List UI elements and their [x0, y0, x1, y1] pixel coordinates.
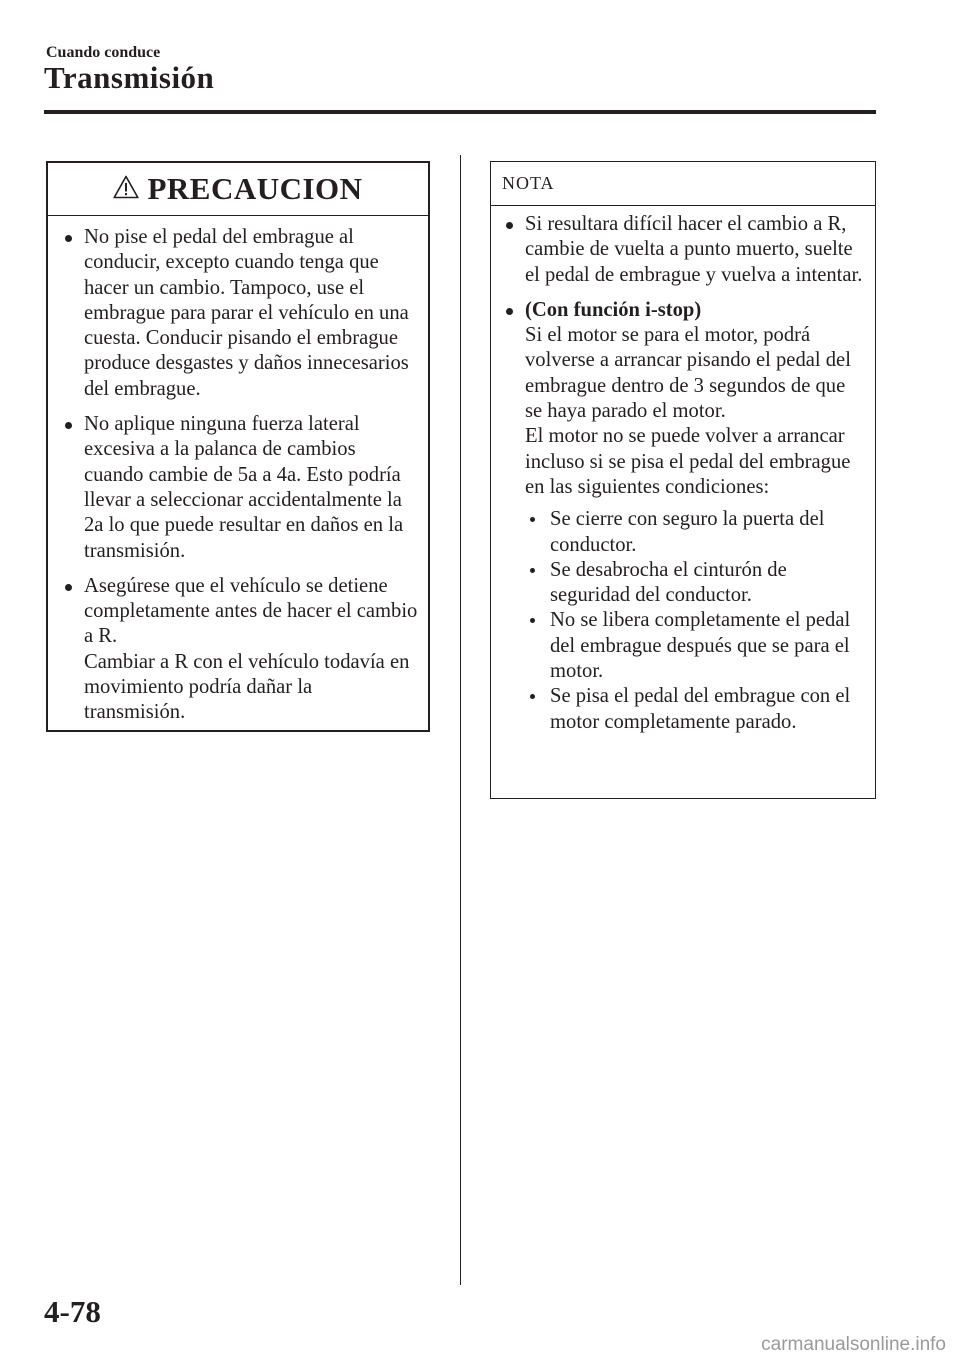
caution-item-text: No aplique ninguna fuerza lateral excesiva a la palanca de cambios cuando cambie de 5a a 4a. Esto podría llevar a seleccionar accidentalmente la 2a lo que puede resultar en daños en la transmisión. — [84, 413, 404, 562]
note-item-text: Si resultara difícil hacer el cambio a R, cambie de vuelta a punto muerto, suelte el pedal de embrague y vuelva a intentar. — [525, 213, 863, 286]
caution-item-text: No pise el pedal del embrague al conducir, excepto cuando tenga que hacer un cambio. Tampoco, use el embrague para parar el vehículo en una cuesta. Conducir pisando el embrague produce desgastes y daños innecesarios del embrague. — [84, 226, 409, 400]
column-divider — [460, 155, 461, 1285]
condition-item — [525, 684, 867, 735]
note-title: NOTA — [502, 173, 555, 193]
section-label: Cuando conduce — [46, 44, 161, 61]
condition-text: Se cierre con seguro la puerta del conductor. — [550, 508, 825, 556]
caution-item-text: Cambiar a R con el vehículo todavía en movimiento podría dañar la transmisión. — [84, 650, 410, 724]
small-bullet-icon — [530, 618, 535, 623]
condition-item — [525, 558, 867, 609]
condition-list — [525, 507, 867, 735]
note-item-text: El motor no se puede volver a arrancar incluso si se pisa el pedal del embrague en las siguientes condiciones: — [525, 425, 851, 498]
page-number: 4-78 — [44, 1294, 101, 1329]
note-item — [505, 298, 867, 735]
caution-item — [64, 225, 418, 402]
bullet-icon — [65, 422, 72, 429]
watermark: carmanualsonline.info — [761, 1334, 946, 1355]
page-title: Transmisión — [44, 60, 215, 95]
bullet-icon — [65, 235, 72, 242]
note-body — [491, 206, 875, 735]
small-bullet-icon — [530, 568, 535, 573]
bullet-icon — [65, 584, 72, 591]
condition-text: Se pisa el pedal del embrague con el motor completamente parado. — [550, 685, 851, 733]
caution-item — [64, 574, 418, 726]
bullet-icon — [506, 308, 513, 315]
small-bullet-icon — [530, 517, 535, 522]
caution-item — [64, 412, 418, 564]
condition-item — [525, 608, 867, 684]
caution-item-text: Asegúrese que el vehículo se detiene completamente antes de hacer el cambio a R. — [84, 574, 418, 648]
note-header — [491, 162, 875, 206]
warning-triangle-icon — [113, 175, 139, 204]
note-item-text: Si el motor se para el motor, podrá volverse a arrancar pisando el pedal del embrague dentro de 3 segundos de que se haya parado el motor. — [525, 324, 851, 423]
caution-header — [48, 163, 428, 216]
note-box — [490, 161, 876, 799]
note-item-heading: (Con función i-stop) — [525, 298, 702, 321]
condition-text: Se desabrocha el cinturón de seguridad del conductor. — [550, 558, 787, 607]
note-item — [505, 212, 867, 288]
caution-title: PRECAUCION — [147, 171, 363, 206]
condition-item — [525, 507, 867, 558]
caution-body — [48, 216, 428, 726]
title-rule — [44, 110, 876, 114]
condition-text: No se libera completamente el pedal del embrague después que se para el motor. — [550, 609, 851, 683]
small-bullet-icon — [530, 694, 535, 699]
bullet-icon — [506, 222, 513, 229]
caution-box — [46, 161, 430, 732]
